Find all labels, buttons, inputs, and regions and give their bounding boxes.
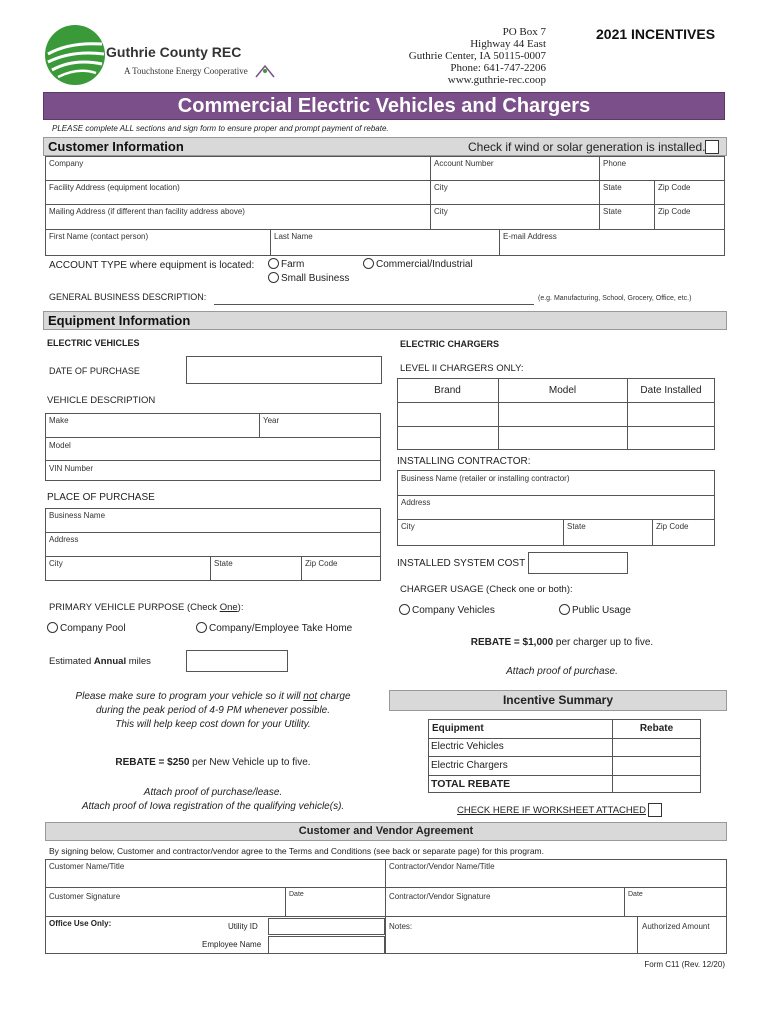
- est-miles-post: miles: [126, 656, 151, 667]
- contractor-address-field[interactable]: Address: [401, 498, 431, 507]
- facility-address-field[interactable]: Facility Address (equipment location): [49, 183, 180, 192]
- charger-usage-label: CHARGER USAGE (Check one or both):: [400, 584, 573, 595]
- customer-signature-field[interactable]: Customer Signature: [49, 892, 121, 901]
- agreement-title: Customer and Vendor Agreement: [298, 825, 474, 837]
- ev-title: ELECTRIC VEHICLES: [47, 338, 140, 348]
- logo: [44, 22, 284, 90]
- account-number-field[interactable]: Account Number: [434, 159, 494, 168]
- charger-attach: Attach proof of purchase.: [506, 666, 618, 677]
- org-name: Guthrie County REC: [106, 44, 242, 60]
- vehicle-description-label: VEHICLE DESCRIPTION: [47, 395, 156, 406]
- charger-rebate-bold: REBATE = $1,000: [470, 637, 554, 648]
- mailing-zip-field[interactable]: Zip Code: [658, 207, 691, 216]
- installing-contractor-label: INSTALLING CONTRACTOR:: [397, 456, 531, 467]
- summary-row-ev: Electric Vehicles: [431, 741, 504, 752]
- vendor-date-field[interactable]: Date: [628, 891, 643, 898]
- take-home-label: Company/Employee Take Home: [209, 623, 353, 634]
- address-line-1: PO Box 7: [502, 26, 546, 38]
- customer-title: Customer Information: [48, 139, 184, 154]
- note1-pre: Please make sure to program your vehicle so it will: [75, 691, 304, 702]
- col-date-installed: Date Installed: [640, 385, 702, 396]
- contractor-business-field[interactable]: Business Name (retailer or installing contractor): [401, 474, 570, 483]
- make-field[interactable]: Make: [49, 416, 69, 425]
- place-zip-field[interactable]: Zip Code: [305, 559, 338, 568]
- col-model: Model: [548, 385, 577, 396]
- facility-zip-field[interactable]: Zip Code: [658, 183, 691, 192]
- farm-radio[interactable]: [268, 258, 279, 269]
- summary-row-total: TOTAL REBATE: [431, 778, 511, 790]
- primary-purpose-one: One: [219, 602, 238, 613]
- address-line-2: Highway 44 East: [470, 38, 546, 50]
- level2-label: LEVEL II CHARGERS ONLY:: [400, 363, 524, 374]
- program-note-line2: during the peak period of 4-9 PM whenever possible.: [95, 705, 331, 716]
- mailing-city-field[interactable]: City: [434, 207, 448, 216]
- email-field[interactable]: E-mail Address: [503, 232, 557, 241]
- worksheet-checkbox[interactable]: [648, 803, 662, 817]
- ev-attach: [45, 786, 381, 814]
- year-title: 2021 INCENTIVES: [596, 26, 716, 42]
- small-business-option[interactable]: [268, 272, 349, 284]
- take-home-radio[interactable]: [196, 622, 207, 633]
- company-pool-label: Company Pool: [60, 623, 126, 634]
- place-business-name-field[interactable]: Business Name: [49, 511, 106, 520]
- phone-line: Phone: 641-747-2206: [450, 62, 546, 74]
- public-usage-radio[interactable]: [559, 604, 570, 615]
- first-name-field[interactable]: First Name (contact person): [49, 232, 149, 241]
- commercial-option[interactable]: [363, 258, 473, 270]
- farm-option[interactable]: [268, 258, 304, 270]
- installed-cost-input[interactable]: [528, 552, 628, 574]
- agreement-text: By signing below, Customer and contractor/vendor agree to the Terms and Conditions (see back or separate page) for this program.: [49, 846, 544, 856]
- employee-name-label: Employee Name: [202, 940, 262, 949]
- summary-col-equipment: Equipment: [432, 723, 484, 734]
- note1-u: not: [303, 691, 318, 702]
- place-of-purchase-label: PLACE OF PURCHASE: [47, 492, 155, 503]
- date-of-purchase-label: DATE OF PURCHASE: [49, 366, 140, 376]
- summary-col-rebate: Rebate: [639, 723, 674, 734]
- primary-purpose-text: PRIMARY VEHICLE PURPOSE (Check: [49, 602, 220, 613]
- instruction: PLEASE complete ALL sections and sign form to ensure proper and prompt payment of rebate.: [52, 124, 389, 133]
- place-address-field[interactable]: Address: [49, 535, 79, 544]
- mailing-state-field[interactable]: State: [603, 207, 622, 216]
- model-field[interactable]: Model: [49, 441, 71, 450]
- wind-solar-label: Check if wind or solar generation is installed.: [468, 140, 706, 154]
- est-miles-pre: Estimated: [49, 656, 94, 667]
- ev-attach-1: Attach proof of purchase/lease.: [143, 787, 283, 798]
- ev-rebate: [45, 757, 381, 768]
- utility-id-label: Utility ID: [228, 922, 258, 931]
- charger-title: ELECTRIC CHARGERS: [400, 339, 500, 349]
- est-miles-input[interactable]: [186, 650, 288, 672]
- contractor-zip-field[interactable]: Zip Code: [656, 522, 689, 531]
- primary-purpose-end: ):: [237, 602, 244, 613]
- office-use-label: Office Use Only:: [49, 919, 112, 928]
- business-desc-hint: (e.g. Manufacturing, School, Grocery, Office, etc.): [538, 295, 692, 302]
- customer-grid: [45, 156, 725, 256]
- main-title: Commercial Electric Vehicles and Chargers: [43, 92, 725, 120]
- form-id: Form C11 (Rev. 12/20): [644, 960, 725, 969]
- company-vehicles-radio[interactable]: [399, 604, 410, 615]
- small-business-label: Small Business: [281, 273, 350, 284]
- touchstone-icon: [254, 64, 276, 78]
- ev-rebate-rest: per New Vehicle up to five.: [189, 757, 311, 768]
- est-miles-bold: Annual: [93, 656, 127, 667]
- program-note-line1: [45, 690, 381, 704]
- commercial-label: Commercial/Industrial: [376, 259, 473, 270]
- contractor-state-field[interactable]: State: [567, 522, 586, 531]
- notes-field[interactable]: Notes:: [389, 922, 413, 931]
- commercial-radio[interactable]: [363, 258, 374, 269]
- public-usage-option[interactable]: [559, 604, 631, 616]
- small-business-radio[interactable]: [268, 272, 279, 283]
- wind-solar-checkbox[interactable]: [705, 140, 719, 154]
- program-note: [45, 690, 381, 732]
- farm-label: Farm: [281, 259, 305, 270]
- phone-field[interactable]: Phone: [603, 159, 627, 168]
- business-desc-input[interactable]: [214, 304, 534, 305]
- address-block: [400, 26, 546, 86]
- address-line-3: Guthrie Center, IA 50115-0007: [408, 50, 546, 62]
- summary-row-chargers: Electric Chargers: [431, 760, 508, 771]
- summary-title: Incentive Summary: [502, 693, 614, 707]
- business-desc-label: GENERAL BUSINESS DESCRIPTION:: [49, 292, 207, 302]
- place-city-field[interactable]: City: [49, 559, 63, 568]
- installed-cost-label: INSTALLED SYSTEM COST: [397, 558, 526, 569]
- primary-purpose-label: [49, 602, 243, 613]
- vendor-signature-field[interactable]: Contractor/Vendor Signature: [389, 892, 491, 901]
- vendor-name-field[interactable]: Contractor/Vendor Name/Title: [389, 862, 495, 871]
- charger-rebate-rest: per charger up to five.: [553, 637, 654, 648]
- employee-name-input[interactable]: [268, 936, 385, 954]
- contractor-city-field[interactable]: City: [401, 522, 415, 531]
- take-home-option[interactable]: [196, 622, 352, 634]
- company-vehicles-label: Company Vehicles: [412, 605, 495, 616]
- ev-rebate-bold: REBATE = $250: [115, 757, 190, 768]
- company-pool-radio[interactable]: [47, 622, 58, 633]
- public-usage-label: Public Usage: [572, 605, 631, 616]
- facility-state-field[interactable]: State: [603, 183, 622, 192]
- company-field[interactable]: Company: [49, 159, 84, 168]
- charger-rebate: [397, 637, 727, 648]
- ev-attach-2: Attach proof of Iowa registration of the qualifying vehicle(s).: [81, 801, 345, 812]
- year-field[interactable]: Year: [263, 416, 280, 425]
- account-type-label: ACCOUNT TYPE where equipment is located:: [49, 260, 255, 271]
- col-brand: Brand: [434, 385, 461, 396]
- note1-post: charge: [317, 691, 351, 702]
- company-pool-option[interactable]: [47, 622, 126, 634]
- utility-id-input[interactable]: [268, 918, 385, 935]
- date-of-purchase-input[interactable]: [186, 356, 382, 384]
- equipment-title: Equipment Information: [48, 313, 191, 328]
- place-state-field[interactable]: State: [214, 559, 233, 568]
- authorized-amount-field[interactable]: Authorized Amount: [642, 922, 710, 931]
- vin-field[interactable]: VIN Number: [49, 464, 94, 473]
- tagline: A Touchstone Energy Cooperative: [124, 66, 248, 76]
- program-note-line3: This will help keep cost down for your Utility.: [115, 719, 311, 730]
- facility-city-field[interactable]: City: [434, 183, 448, 192]
- worksheet-label: CHECK HERE IF WORKSHEET ATTACHED: [457, 805, 646, 816]
- customer-date-field[interactable]: Date: [289, 891, 304, 898]
- customer-name-field[interactable]: Customer Name/Title: [49, 862, 125, 871]
- website-line: www.guthrie-rec.coop: [447, 74, 546, 86]
- logo-globe-icon: [44, 24, 106, 86]
- vehicle-grid: [45, 413, 381, 481]
- est-miles-label: [49, 656, 151, 667]
- last-name-field[interactable]: Last Name: [274, 232, 313, 241]
- mailing-address-field[interactable]: Mailing Address (if different than facility address above): [49, 207, 245, 216]
- company-vehicles-option[interactable]: [399, 604, 495, 616]
